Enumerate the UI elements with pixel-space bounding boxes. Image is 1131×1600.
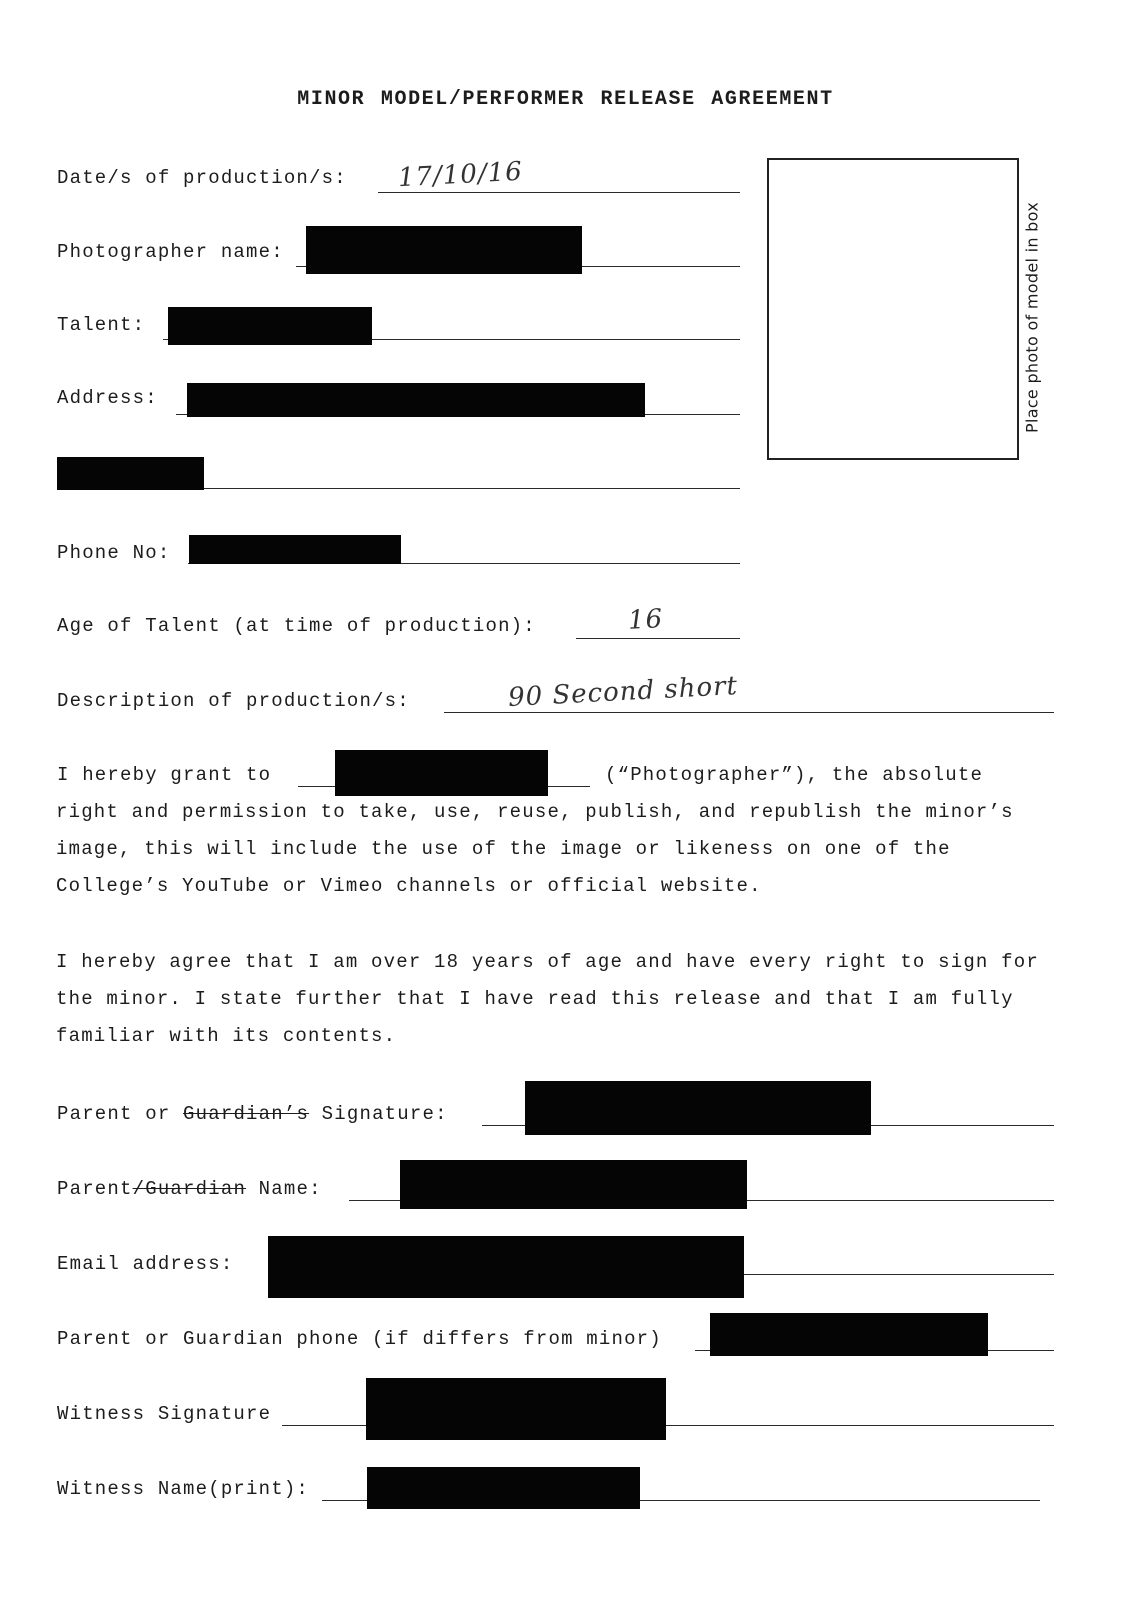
parent-signature-suffix: Signature:	[321, 1103, 448, 1125]
phone-label: Phone No:	[57, 542, 171, 564]
witness-name-redaction	[367, 1467, 640, 1509]
dates-value: 17/10/16	[397, 156, 524, 194]
grant-photographer-redaction	[335, 750, 548, 796]
witness-signature-redaction	[366, 1378, 666, 1440]
description-label: Description of production/s:	[57, 690, 410, 712]
witness-signature-label: Witness Signature	[57, 1403, 272, 1425]
parent-signature-prefix: Parent or	[57, 1103, 171, 1125]
talent-label: Talent:	[57, 314, 146, 336]
photo-placeholder-box	[767, 158, 1019, 460]
parent-name-suffix: Name:	[258, 1178, 322, 1200]
agree-paragraph: I hereby agree that I am over 18 years of age and have every right to sign for the minor. I state further that I have read this release and that I am fully familiar with its contents.	[56, 951, 1039, 1047]
talent-redaction	[168, 307, 372, 345]
photographer-label: Photographer name:	[57, 241, 284, 263]
age-label: Age of Talent (at time of production):	[57, 615, 536, 637]
parent-name-label	[57, 1177, 322, 1201]
parent-signature-label	[57, 1102, 448, 1126]
witness-name-label: Witness Name(print):	[57, 1478, 310, 1500]
photo-box-caption: Place photo of model in box	[1022, 202, 1042, 433]
age-value: 16	[627, 604, 664, 636]
parent-name-redaction	[400, 1160, 747, 1209]
dates-line	[378, 192, 740, 193]
grant-prefix: I hereby grant to	[57, 764, 272, 786]
parent-name-prefix: Parent	[57, 1178, 133, 1200]
description-line	[444, 712, 1054, 713]
photographer-redaction	[306, 226, 582, 274]
guardian-phone-redaction	[710, 1313, 988, 1356]
address-line-2-redaction	[57, 457, 204, 490]
age-line	[576, 638, 740, 639]
parent-name-struck: /Guardian	[132, 1178, 247, 1200]
guardian-phone-label: Parent or Guardian phone (if differs from minor)	[57, 1328, 662, 1350]
description-value: 90 Second short	[507, 671, 739, 713]
email-redaction	[268, 1236, 744, 1298]
address-label: Address:	[57, 387, 158, 409]
parent-signature-redaction	[525, 1081, 871, 1135]
email-label: Email address:	[57, 1253, 234, 1275]
dates-label: Date/s of production/s:	[57, 167, 347, 189]
grant-paragraph-rest: right and permission to take, use, reuse, publish, and republish the minor’s image, this will include the use of the image or likeness on one of the College’s YouTube or Vimeo channels or official website.	[56, 801, 1014, 897]
phone-redaction	[189, 535, 401, 564]
parent-signature-struck: Guardian’s	[183, 1103, 310, 1125]
address-redaction	[187, 383, 645, 417]
document-title: MINOR MODEL/PERFORMER RELEASE AGREEMENT	[297, 88, 834, 111]
grant-suffix: (“Photographer”), the absolute	[605, 764, 984, 786]
